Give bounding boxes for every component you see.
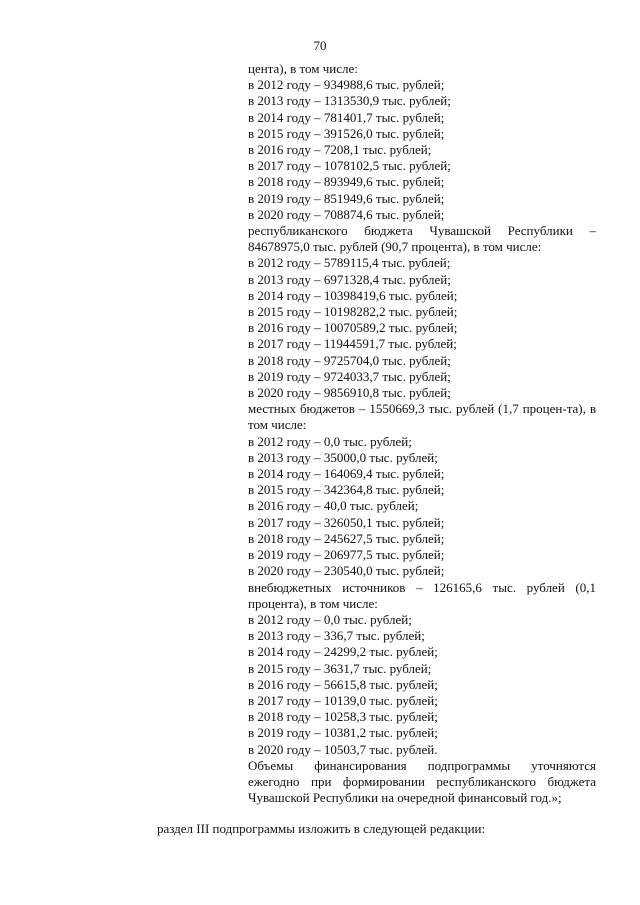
document-body — [248, 61, 596, 806]
text-line: в 2020 году – 708874,6 тыс. рублей; — [248, 206, 445, 222]
text-line: в 2018 году – 10258,3 тыс. рублей; — [248, 709, 438, 725]
text-line: в 2015 году – 3631,7 тыс. рублей; — [248, 660, 432, 676]
text-line: в 2012 году – 0,0 тыс. рублей; — [248, 433, 412, 449]
text-line: в 2020 году – 9856910,8 тыс. рублей; — [248, 385, 451, 401]
text-paragraph: республиканского бюджета Чувашской Республики – 84678975,0 тыс. рублей (90,7 процента), в том числе: — [248, 223, 596, 255]
text-line: в 2013 году – 6971328,4 тыс. рублей; — [248, 271, 451, 287]
text-paragraph: внебюджетных источников – 126165,6 тыс. рублей (0,1 процента), в том числе: — [248, 579, 596, 611]
text-line: в 2019 году – 10381,2 тыс. рублей; — [248, 725, 438, 741]
text-line: в 2015 году – 391526,0 тыс. рублей; — [248, 125, 445, 141]
text-line: в 2019 году – 206977,5 тыс. рублей; — [248, 547, 445, 563]
text-line: в 2014 году – 781401,7 тыс. рублей; — [248, 109, 445, 125]
text-line: в 2017 году – 326050,1 тыс. рублей; — [248, 514, 445, 530]
text-line: в 2019 году – 9724033,7 тыс. рублей; — [248, 368, 451, 384]
text-line: в 2012 году – 5789115,4 тыс. рублей; — [248, 255, 451, 271]
text-line: в 2016 году – 10070589,2 тыс. рублей; — [248, 320, 458, 336]
text-line: в 2013 году – 35000,0 тыс. рублей; — [248, 449, 438, 465]
text-paragraph: местных бюджетов – 1550669,3 тыс. рублей (1,7 процен-та), в том числе: — [248, 401, 596, 433]
text-line: в 2020 году – 230540,0 тыс. рублей; — [248, 563, 445, 579]
text-line: в 2018 году – 245627,5 тыс. рублей; — [248, 530, 445, 546]
text-line: в 2019 году – 851949,6 тыс. рублей; — [248, 190, 445, 206]
text-line: в 2017 году – 1078102,5 тыс. рублей; — [248, 158, 451, 174]
text-line: в 2016 году – 7208,1 тыс. рублей; — [248, 142, 432, 158]
text-line: в 2014 году – 164069,4 тыс. рублей; — [248, 466, 445, 482]
text-line: в 2015 году – 10198282,2 тыс. рублей; — [248, 304, 458, 320]
amendment-instruction: раздел III подпрограммы изложить в следующей редакции: — [157, 821, 486, 836]
page-number: 70 — [313, 38, 327, 53]
text-line: в 2013 году – 1313530,9 тыс. рублей; — [248, 93, 451, 109]
text-line: в 2013 году – 336,7 тыс. рублей; — [248, 628, 425, 644]
text-line: в 2018 году – 893949,6 тыс. рублей; — [248, 174, 445, 190]
text-line: в 2016 году – 56615,8 тыс. рублей; — [248, 676, 438, 692]
text-line: в 2020 году – 10503,7 тыс. рублей. — [248, 741, 438, 757]
text-line: в 2016 году – 40,0 тыс. рублей; — [248, 498, 419, 514]
text-line: в 2014 году – 10398419,6 тыс. рублей; — [248, 287, 458, 303]
text-line: в 2017 году – 11944591,7 тыс. рублей; — [248, 336, 457, 352]
text-line: в 2012 году – 934988,6 тыс. рублей; — [248, 77, 445, 93]
text-line: в 2015 году – 342364,8 тыс. рублей; — [248, 482, 445, 498]
text-line: в 2017 году – 10139,0 тыс. рублей; — [248, 692, 438, 708]
text-line: в 2014 году – 24299,2 тыс. рублей; — [248, 644, 438, 660]
text-line: в 2012 году – 0,0 тыс. рублей; — [248, 611, 412, 627]
text-line: в 2018 году – 9725704,0 тыс. рублей; — [248, 352, 451, 368]
text-line: цента), в том числе: — [248, 61, 358, 76]
text-paragraph: Объемы финансирования подпрограммы уточняются ежегодно при формировании республиканского бюджета Чувашской Республики на очередной финансовый год.»; — [248, 757, 596, 806]
